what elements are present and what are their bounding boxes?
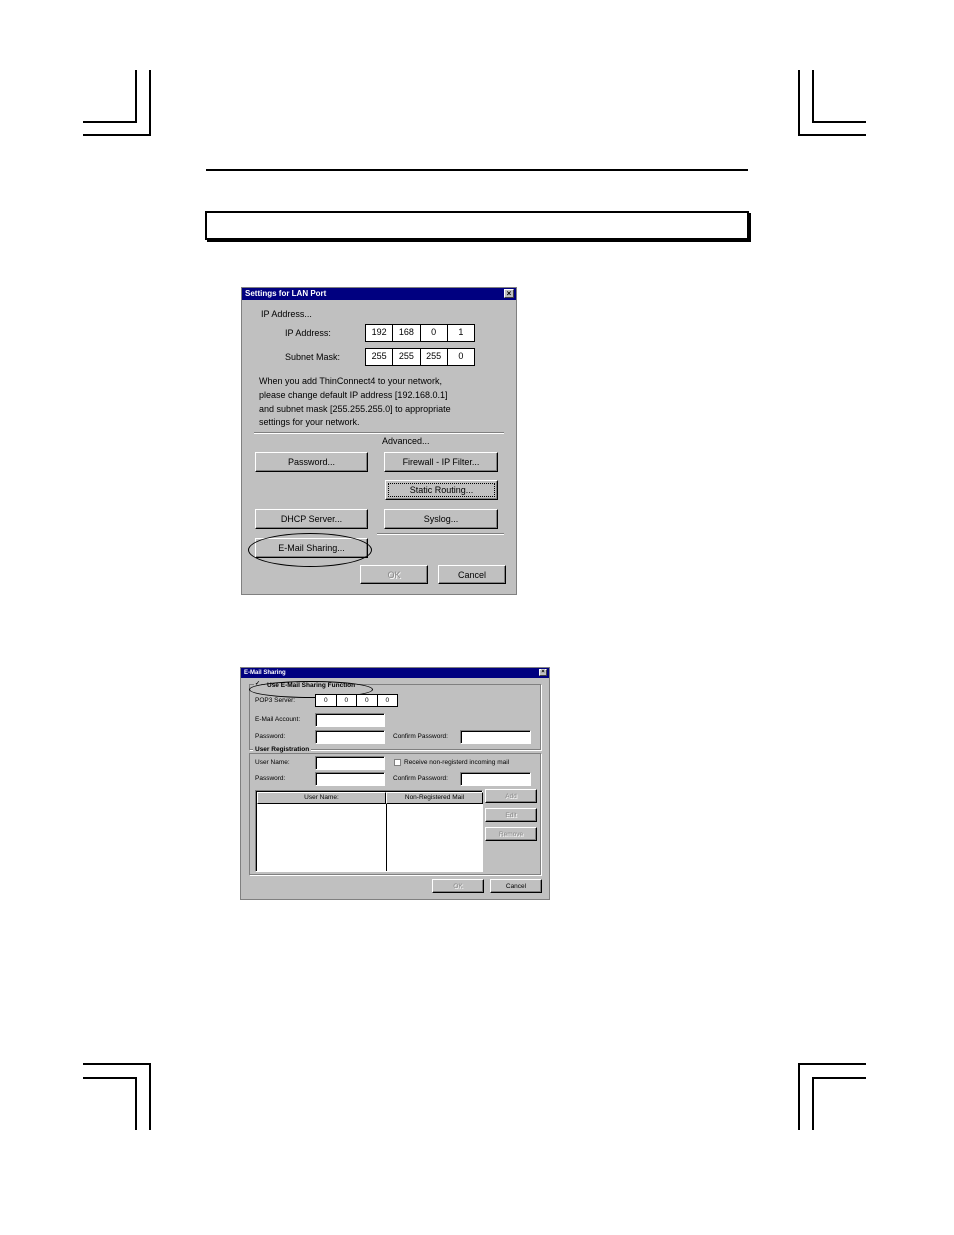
user-password-label: Password: xyxy=(255,775,286,782)
ip-address-input[interactable] xyxy=(365,324,475,342)
column-header-user-name[interactable]: User Name: xyxy=(257,792,386,804)
email-dialog-title: E-Mail Sharing xyxy=(244,670,286,676)
user-confirm-password-input[interactable] xyxy=(460,772,531,786)
cancel-button[interactable]: Cancel xyxy=(490,879,542,893)
email-password-input[interactable] xyxy=(315,730,385,744)
ok-button[interactable]: OK xyxy=(432,879,484,893)
column-divider xyxy=(386,804,387,871)
edit-button[interactable]: Edit xyxy=(485,808,537,822)
user-list[interactable] xyxy=(255,790,483,872)
mask-octet[interactable]: 255 xyxy=(393,349,420,365)
mask-octet[interactable]: 255 xyxy=(366,349,393,365)
ok-button[interactable]: OK xyxy=(360,565,428,584)
dhcp-server-button[interactable]: DHCP Server... xyxy=(255,509,368,529)
use-email-sharing-checkbox[interactable]: ✓ xyxy=(254,681,261,687)
lan-dialog-titlebar xyxy=(242,288,516,300)
receive-non-registered-label: Receive non-registerd incoming mail xyxy=(404,759,510,766)
email-password-label: Password: xyxy=(255,733,286,740)
ip-octet[interactable]: 192 xyxy=(366,325,393,341)
advanced-label: Advanced... xyxy=(382,436,430,446)
email-dialog-titlebar xyxy=(241,668,549,678)
mask-octet[interactable]: 255 xyxy=(421,349,448,365)
user-name-label: User Name: xyxy=(255,759,290,766)
network-note-line: settings for your network. xyxy=(259,417,360,427)
separator xyxy=(377,533,504,535)
ip-address-label: IP Address: xyxy=(285,328,331,338)
section-header-box xyxy=(205,211,749,240)
syslog-button[interactable]: Syslog... xyxy=(384,509,498,529)
subnet-mask-label: Subnet Mask: xyxy=(285,352,341,362)
column-header-non-registered-mail[interactable]: Non-Registered Mail xyxy=(386,792,483,804)
user-password-input[interactable] xyxy=(315,772,385,786)
lan-settings-dialog xyxy=(241,287,517,595)
firewall-ip-filter-button[interactable]: Firewall - IP Filter... xyxy=(384,452,498,472)
add-button[interactable]: Add xyxy=(485,789,537,803)
ip-section-label: IP Address... xyxy=(261,309,312,319)
network-note-line: When you add ThinConnect4 to your network, xyxy=(259,376,442,386)
email-account-label: E-Mail Account: xyxy=(255,716,301,723)
network-note-line: please change default IP address [192.168.0.1] xyxy=(259,390,448,400)
email-confirm-password-label: Confirm Password: xyxy=(393,733,448,740)
receive-non-registered-checkbox[interactable] xyxy=(394,759,401,766)
remove-button[interactable]: Remove xyxy=(485,827,537,841)
subnet-mask-input[interactable] xyxy=(365,348,475,366)
pop3-server-input[interactable] xyxy=(315,694,398,707)
pop3-octet[interactable]: 0 xyxy=(357,695,378,706)
email-confirm-password-input[interactable] xyxy=(460,730,531,744)
pop3-server-label: POP3 Server: xyxy=(255,697,296,704)
use-email-sharing-label: Use E-Mail Sharing Function xyxy=(267,682,356,689)
email-sharing-dialog xyxy=(240,667,550,900)
password-button[interactable]: Password... xyxy=(255,452,368,472)
email-sharing-button[interactable]: E-Mail Sharing... xyxy=(255,538,368,558)
close-icon[interactable]: × xyxy=(539,669,547,676)
ip-octet[interactable]: 168 xyxy=(393,325,420,341)
close-icon[interactable]: × xyxy=(504,289,514,298)
ip-octet[interactable]: 0 xyxy=(421,325,448,341)
ip-octet[interactable]: 1 xyxy=(458,327,464,337)
pop3-octet[interactable]: 0 xyxy=(337,695,358,706)
user-name-input[interactable] xyxy=(315,756,385,770)
email-account-input[interactable] xyxy=(315,713,385,727)
pop3-octet[interactable]: 0 xyxy=(385,697,390,704)
static-routing-button[interactable]: Static Routing... xyxy=(385,480,498,500)
separator xyxy=(254,432,504,434)
mask-octet[interactable]: 0 xyxy=(458,351,464,361)
network-note-line: and subnet mask [255.255.255.0] to appropriate xyxy=(259,404,451,414)
lan-dialog-title: Settings for LAN Port xyxy=(245,289,327,298)
pop3-octet[interactable]: 0 xyxy=(316,695,337,706)
user-registration-label: User Registration xyxy=(255,746,310,753)
header-rule xyxy=(206,169,748,171)
highlight-ellipse xyxy=(248,533,372,567)
user-confirm-password-label: Confirm Password: xyxy=(393,775,448,782)
cancel-button[interactable]: Cancel xyxy=(438,565,506,584)
